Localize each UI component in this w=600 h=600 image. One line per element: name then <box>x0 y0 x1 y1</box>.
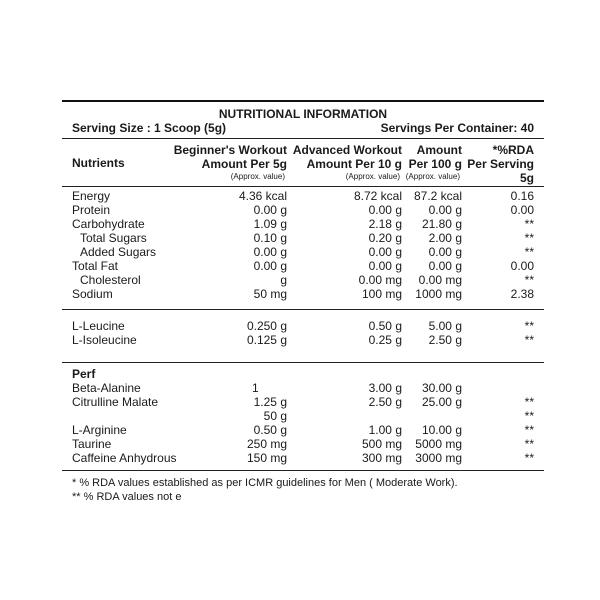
value-col4: ** <box>524 245 534 259</box>
value-col1: 250 mg <box>246 437 287 451</box>
value-col3: 30.00 g <box>421 381 462 395</box>
nutrient-name: Energy <box>72 189 111 203</box>
nutrient-name: Total Sugars <box>80 231 147 245</box>
value-col1: 0.00 g <box>253 203 287 217</box>
table-row <box>62 203 544 217</box>
value-col4: ** <box>524 395 534 409</box>
table-row <box>62 319 544 333</box>
value-col3: 10.00 g <box>421 423 462 437</box>
value-col4: ** <box>524 423 534 437</box>
value-col4: 0.00 <box>510 259 534 273</box>
value-col3: 0.00 mg <box>418 273 462 287</box>
nutrient-name: Caffeine Anhydrous <box>72 451 177 465</box>
table-row <box>62 231 544 245</box>
group3-title: Perf <box>72 367 96 381</box>
value-col2: 0.00 g <box>368 259 402 273</box>
table-row <box>62 259 544 273</box>
value-col3: 5000 mg <box>415 437 462 451</box>
value-col2: 0.00 mg <box>358 273 402 287</box>
header-col1-line1: Beginner's Workout <box>173 143 287 157</box>
value-col4: ** <box>524 409 534 423</box>
value-col3: 1000 mg <box>415 287 462 301</box>
header-rule <box>62 138 544 139</box>
value-col1: 0.00 g <box>253 245 287 259</box>
table-row <box>62 381 544 395</box>
value-col3: 0.00 g <box>428 259 462 273</box>
value-col4: ** <box>524 333 534 347</box>
value-col1: 0.125 g <box>246 333 287 347</box>
table-row <box>62 395 544 409</box>
header-nutrients: Nutrients <box>72 156 125 170</box>
table-row <box>62 273 544 287</box>
header-col4-line3: 5g <box>519 171 534 185</box>
value-col1: 50 g <box>263 409 287 423</box>
value-col3: 0.00 g <box>428 203 462 217</box>
header-col2-line2: Amount Per 10 g <box>306 157 402 171</box>
value-col4: 2.38 <box>510 287 534 301</box>
group1-rule <box>62 309 544 310</box>
nutrient-name: Beta-Alanine <box>72 381 141 395</box>
header-col3-line2: Per 100 g <box>408 157 462 171</box>
nutrient-name: Carbohydrate <box>72 217 145 231</box>
table-row <box>62 451 544 465</box>
value-col2: 300 mg <box>361 451 402 465</box>
value-col2: 0.50 g <box>368 319 402 333</box>
header-col3-note: (Approx. value) <box>405 172 460 181</box>
value-col4: ** <box>524 273 534 287</box>
value-col2: 3.00 g <box>368 381 402 395</box>
top-rule <box>62 100 544 102</box>
servings-per-container: Servings Per Container: 40 <box>380 121 534 135</box>
nutrient-name: Added Sugars <box>80 245 157 259</box>
value-col2: 500 mg <box>361 437 402 451</box>
header-col1-line2: Amount Per 5g <box>201 157 287 171</box>
header-col4-line1: *%RDA <box>492 143 534 157</box>
value-col2: 0.20 g <box>368 231 402 245</box>
serving-size: Serving Size : 1 Scoop (5g) <box>72 121 227 135</box>
value-col3: 2.50 g <box>428 333 462 347</box>
value-col3: 25.00 g <box>421 395 462 409</box>
value-col2: 2.18 g <box>368 217 402 231</box>
value-col1: 0.50 g <box>253 423 287 437</box>
value-col1: 1.09 g <box>253 217 287 231</box>
nutrient-name: L-Isoleucine <box>72 333 137 347</box>
nutrient-name: L-Arginine <box>72 423 127 437</box>
value-col2: 1.00 g <box>368 423 402 437</box>
value-col3: 3000 mg <box>415 451 462 465</box>
footnote-1: * % RDA values established as per ICMR guidelines for Men ( Moderate Work). <box>72 477 458 489</box>
value-col1: 150 mg <box>246 451 287 465</box>
bottom-rule <box>62 470 544 471</box>
value-col1: 4.36 kcal <box>238 189 287 203</box>
value-col2: 100 mg <box>361 287 402 301</box>
header-col4-line2: Per Serving <box>467 157 534 171</box>
panel-title: NUTRITIONAL INFORMATION <box>218 107 388 121</box>
value-col2: 0.00 g <box>368 245 402 259</box>
value-col4: 0.16 <box>510 189 534 203</box>
table-row <box>62 333 544 347</box>
table-row <box>62 217 544 231</box>
table-row <box>62 409 544 423</box>
group2-rule <box>62 362 544 363</box>
value-col4: ** <box>524 451 534 465</box>
value-col1: 0.10 g <box>253 231 287 245</box>
nutrient-name: Citrulline Malate <box>72 395 159 409</box>
footnote-2: ** % RDA values not e <box>72 491 182 503</box>
header-col1-note: (Approx. value) <box>230 172 285 181</box>
value-col4: 0.00 <box>510 203 534 217</box>
value-col1: g <box>280 273 287 287</box>
value-col3: 87.2 kcal <box>413 189 462 203</box>
header-col2-line1: Advanced Workout <box>292 143 402 157</box>
table-row <box>62 245 544 259</box>
value-col3: 2.00 g <box>428 231 462 245</box>
value-col1: 50 mg <box>253 287 287 301</box>
nutrient-name: L-Leucine <box>72 319 125 333</box>
value-col1: 1 <box>252 381 259 395</box>
value-col1: 0.00 g <box>253 259 287 273</box>
nutrient-name: Taurine <box>72 437 112 451</box>
value-col1: 0.250 g <box>246 319 287 333</box>
value-col4: ** <box>524 231 534 245</box>
value-col4: ** <box>524 319 534 333</box>
table-row <box>62 189 544 203</box>
value-col4: ** <box>524 437 534 451</box>
table-row <box>62 423 544 437</box>
value-col2: 0.00 g <box>368 203 402 217</box>
value-col3: 21.80 g <box>421 217 462 231</box>
table-row <box>62 437 544 451</box>
nutrient-name: Cholesterol <box>80 273 141 287</box>
value-col3: 5.00 g <box>428 319 462 333</box>
header-col3-line1: Amount <box>416 143 462 157</box>
header-bottom-rule <box>62 186 544 187</box>
value-col2: 0.25 g <box>368 333 402 347</box>
nutrient-name: Total Fat <box>72 259 119 273</box>
value-col2: 2.50 g <box>368 395 402 409</box>
value-col1: 1.25 g <box>253 395 287 409</box>
value-col3: 0.00 g <box>428 245 462 259</box>
table-row <box>62 287 544 301</box>
value-col2: 8.72 kcal <box>353 189 402 203</box>
header-col2-note: (Approx. value) <box>345 172 400 181</box>
value-col4: ** <box>524 217 534 231</box>
nutrient-name: Sodium <box>72 287 113 301</box>
nutrient-name: Protein <box>72 203 111 217</box>
